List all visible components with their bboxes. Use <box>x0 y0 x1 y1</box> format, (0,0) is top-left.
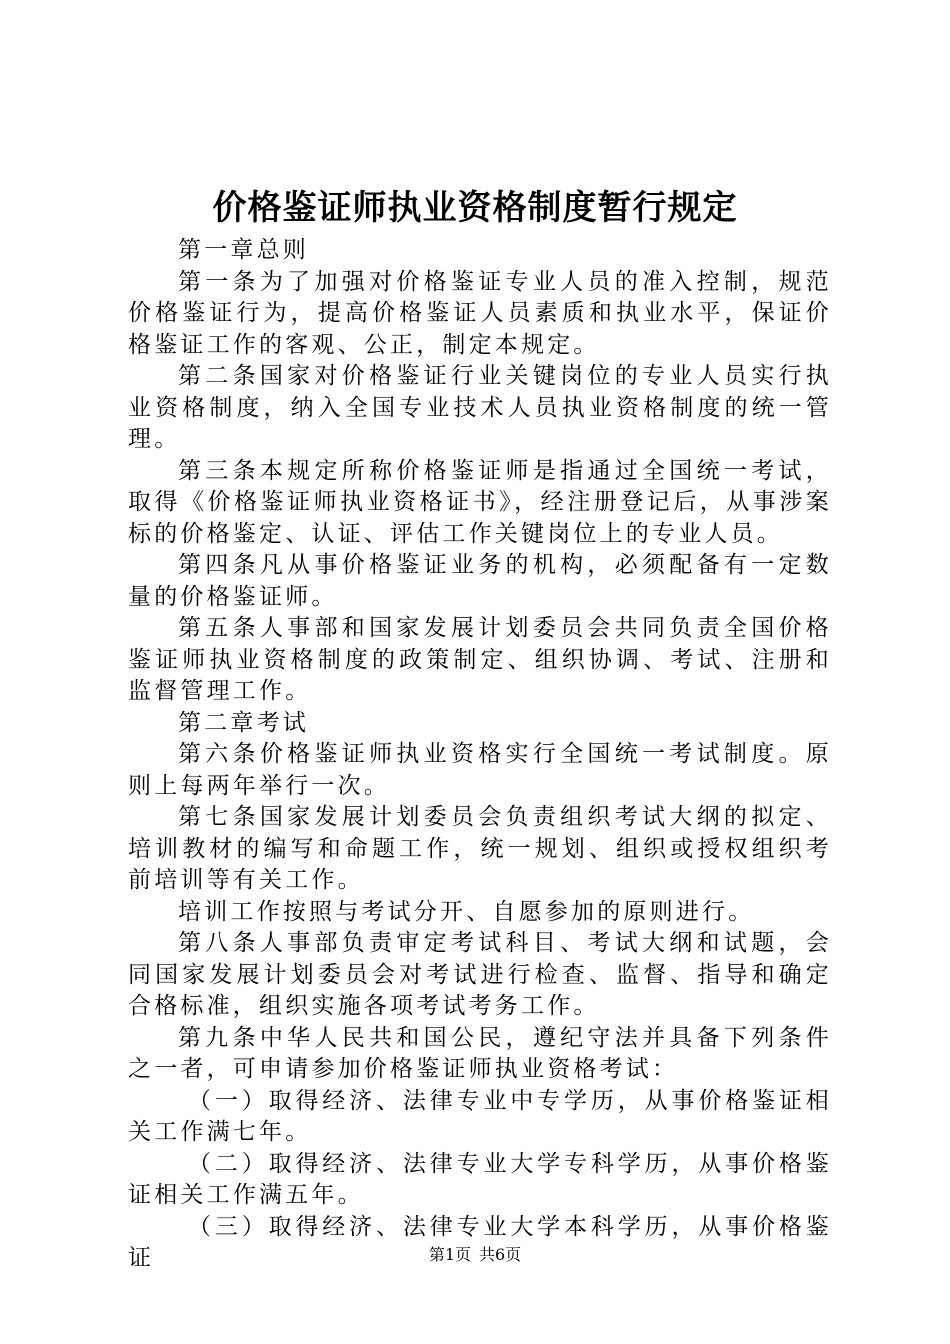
paragraph: 第五条人事部和国家发展计划委员会共同负责全国价格鉴证师执业资格制度的政策制定、组织协调、考试、注册和监督管理工作。 <box>128 615 832 704</box>
page-footer <box>0 1244 950 1266</box>
paragraph: 第四条凡从事价格鉴证业务的机构，必须配备有一定数量的价格鉴证师。 <box>128 552 832 610</box>
paragraph: 第三条本规定所称价格鉴证师是指通过全国统一考试，取得《价格鉴证师执业资格证书》，经注册登记后，从事涉案标的价格鉴定、认证、评估工作关键岗位上的专业人员。 <box>128 457 832 547</box>
list-item: （二）取得经济、法律专业大学专科学历，从事价格鉴证相关工作满五年。 <box>128 1150 832 1208</box>
chapter-heading: 第二章考试 <box>178 709 309 736</box>
paragraph: 第六条价格鉴证师执业资格实行全国统一考试制度。原则上每两年举行一次。 <box>128 741 832 799</box>
page-total: 共6页 <box>479 1245 522 1264</box>
page-number: 第1页 <box>428 1245 471 1264</box>
list-item: （三）取得经济、法律专业大学本科学历，从事价格鉴证 <box>128 1213 832 1271</box>
paragraph: 第一条为了加强对价格鉴证专业人员的准入控制，规范价格鉴证行为，提高价格鉴证人员素质和执业水平，保证价格鉴证工作的客观、公正，制定本规定。 <box>128 268 832 358</box>
chapter-heading: 第一章总则 <box>178 237 309 263</box>
paragraph: 第七条国家发展计划委员会负责组织考试大纲的拟定、培训教材的编写和命题工作，统一规划、组织或授权组织考前培训等有关工作。 <box>128 804 832 893</box>
paragraph: 第二条国家对价格鉴证行业关键岗位的专业人员实行执业资格制度，纳入全国专业技术人员执业资格制度的统一管理。 <box>128 363 832 452</box>
paragraph: 培训工作按照与考试分开、自愿参加的原则进行。 <box>178 898 755 925</box>
list-item: （一）取得经济、法律专业中专学历，从事价格鉴证相关工作满七年。 <box>128 1087 832 1145</box>
document-title: 价格鉴证师执业资格制度暂行规定 <box>212 188 738 228</box>
paragraph: 第八条人事部负责审定考试科目、考试大纲和试题，会同国家发展计划委员会对考试进行检查、监督、指导和确定合格标准，组织实施各项考试考务工作。 <box>128 930 832 1019</box>
document-body <box>128 235 832 1275</box>
paragraph: 第九条中华人民共和国公民，遵纪守法并具备下列条件之一者，可申请参加价格鉴证师执业资格考试： <box>128 1024 832 1082</box>
